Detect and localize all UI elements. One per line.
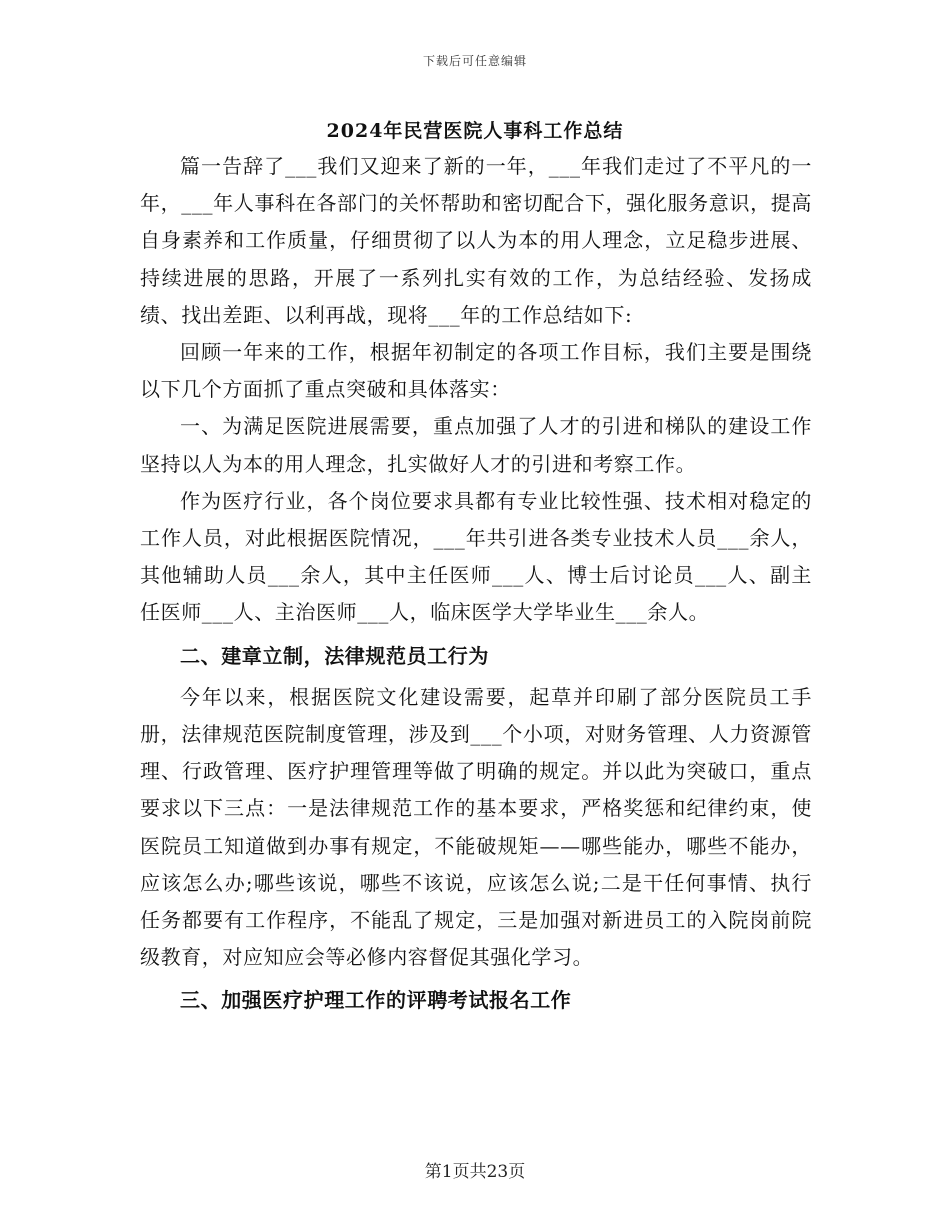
document-body [140,148,812,1024]
paragraph-rules: 今年以来，根据医院文化建设需要，起草并印刷了部分医院员工手册，法律规范医院制度管理，涉及到___个小项，对财务管理、人力资源管理、行政管理、医疗护理管理等做了明确的规定。并以此为突破口，重点要求以下三点：一是法律规范工作的基本要求，严格奖惩和纪律约束，使医院员工知道做到办事有规定，不能破规矩——哪些能办，哪些不能办，应该怎么办;哪些该说，哪些不该说，应该怎么说;二是干任何事情、执行任务都要有工作程序，不能乱了规定，三是加强对新进员工的入院岗前院级教育，对应知应会等必修内容督促其强化学习。 [140,684,812,970]
page-footer: 第1页共23页 [424,1162,526,1182]
paragraph-staffing: 作为医疗行业，各个岗位要求具都有专业比较性强、技术相对稳定的工作人员，对此根据医院情况，___年共引进各类专业技术人员___余人，其他辅助人员___余人，其中主任医师___人、博士后讨论员___人、副主任医师___人、主治医师___人，临床医学大学毕业生___余人。 [140,488,812,625]
document-title: 2024年民营医院人事科工作总结 [326,120,624,142]
paragraph-intro: 篇一告辞了___我们又迎来了新的一年，___年我们走过了不平凡的一年，___年人事科在各部门的关怀帮助和密切配合下，强化服务意识，提高自身素养和工作质量，仔细贯彻了以人为本的用人理念，立足稳步进展、持续进展的思路，开展了一系列扎实有效的工作，为总结经验、发扬成绩、找出差距、以利再战，现将___年的工作总结如下: [140,154,812,327]
section-heading-2: 二、建章立制，法律规范员工行为 [180,643,489,668]
section-heading-3: 三、加强医疗护理工作的评聘考试报名工作 [180,988,572,1013]
paragraph-section-1: 一、为满足医院进展需要，重点加强了人才的引进和梯队的建设工作坚持以人为本的用人理念，扎实做好人才的引进和考察工作。 [140,414,812,476]
paragraph-review: 回顾一年来的工作，根据年初制定的各项工作目标，我们主要是围绕以下几个方面抓了重点突破和具体落实： [140,340,812,402]
header-note: 下载后可任意编辑 [422,54,527,68]
